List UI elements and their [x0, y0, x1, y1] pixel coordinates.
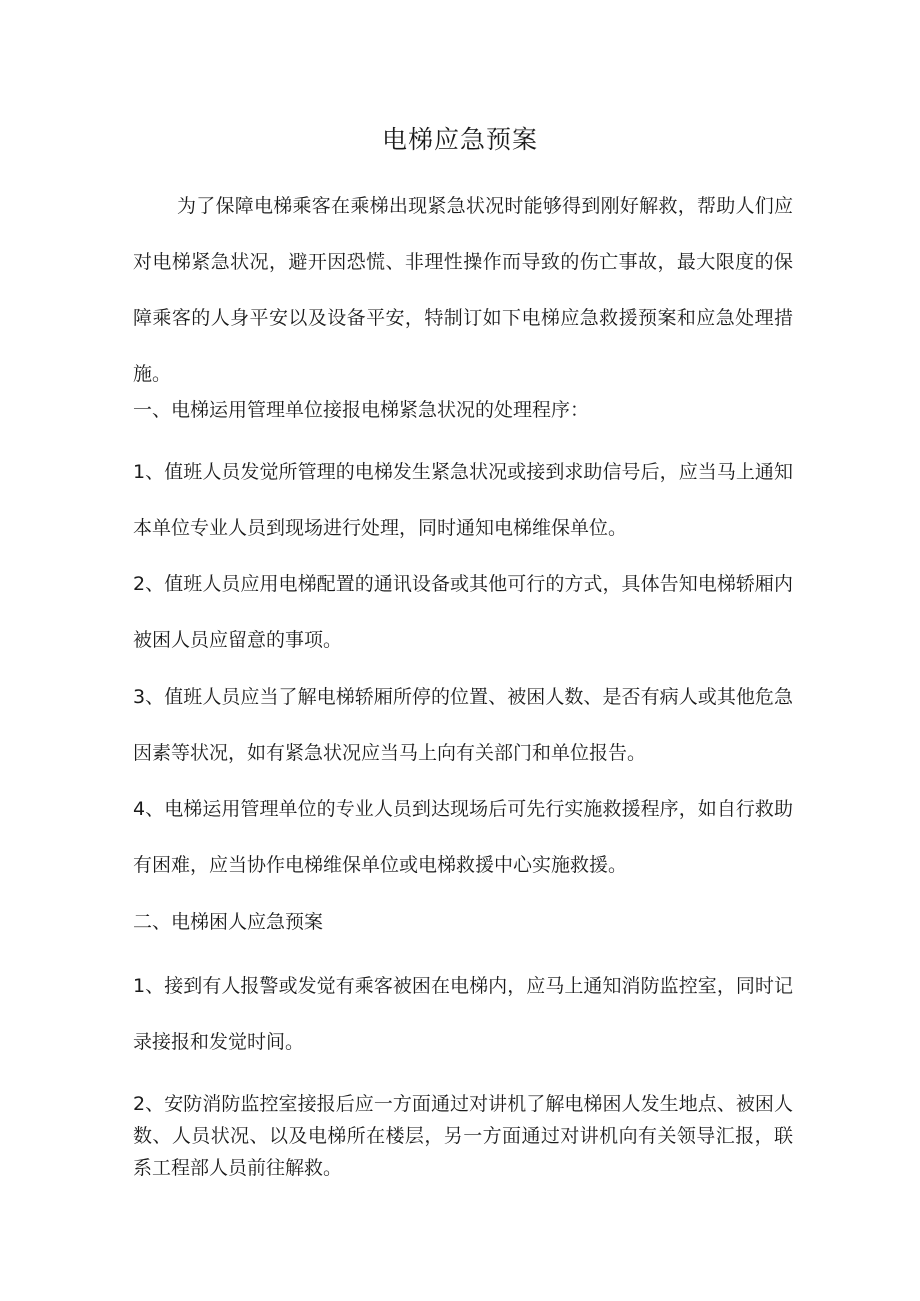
item-text: 、值班人员发觉所管理的电梯发生紧急状况或接到求助信号后，应当马上通知本单位专业人员到现场进行处理，同时通知电梯维保单位。 — [133, 461, 793, 539]
document-title: 电梯应急预案 — [381, 125, 538, 154]
section2-item-1 — [133, 958, 793, 1070]
intro-paragraph: 为了保障电梯乘客在乘梯出现紧急状况时能够得到刚好解救，帮助人们应对电梯紧急状况，避开因恐慌、非理性操作而导致的伤亡事故，最大限度的保障乘客的人身平安以及设备平安，特制订如下电梯应急救援预案和应急处理措施。 — [133, 195, 793, 385]
item-number: 3 — [133, 686, 146, 708]
item-text: 、安防消防监控室接报后应一方面通过对讲机了解电梯困人发生地点、被困人数、人员状况、以及电梯所在楼层，另一方面通过对讲机向有关领导汇报，联系工程部人员前往解救。 — [133, 1093, 793, 1179]
item-text: 、值班人员应用电梯配置的通讯设备或其他可行的方式，具体告知电梯轿厢内被困人员应留意的事项。 — [133, 573, 793, 651]
section1-item-4 — [133, 781, 793, 893]
item-text: 、电梯运用管理单位的专业人员到达现场后可先行实施救援程序，如自行救助有困难，应当协作电梯维保单位或电梯救援中心实施救援。 — [133, 798, 793, 876]
item-number: 2 — [133, 1093, 146, 1115]
section1-item-1 — [133, 444, 793, 556]
section1-item-2 — [133, 556, 793, 668]
item-text: 、接到有人报警或发觉有乘客被困在电梯内，应马上通知消防监控室，同时记录接报和发觉时间。 — [133, 975, 793, 1053]
section2-item-2 — [133, 1088, 793, 1184]
item-number: 1 — [133, 461, 146, 483]
item-text: 、值班人员应当了解电梯轿厢所停的位置、被困人数、是否有病人或其他危急因素等状况，如有紧急状况应当马上向有关部门和单位报告。 — [133, 686, 793, 764]
item-number: 1 — [133, 975, 146, 997]
item-number: 4 — [133, 798, 146, 820]
section1-item-3 — [133, 669, 793, 781]
item-number: 2 — [133, 573, 146, 595]
section2-heading: 二、电梯困人应急预案 — [133, 911, 324, 933]
section1-heading: 一、电梯运用管理单位接报电梯紧急状况的处理程序： — [133, 399, 590, 421]
